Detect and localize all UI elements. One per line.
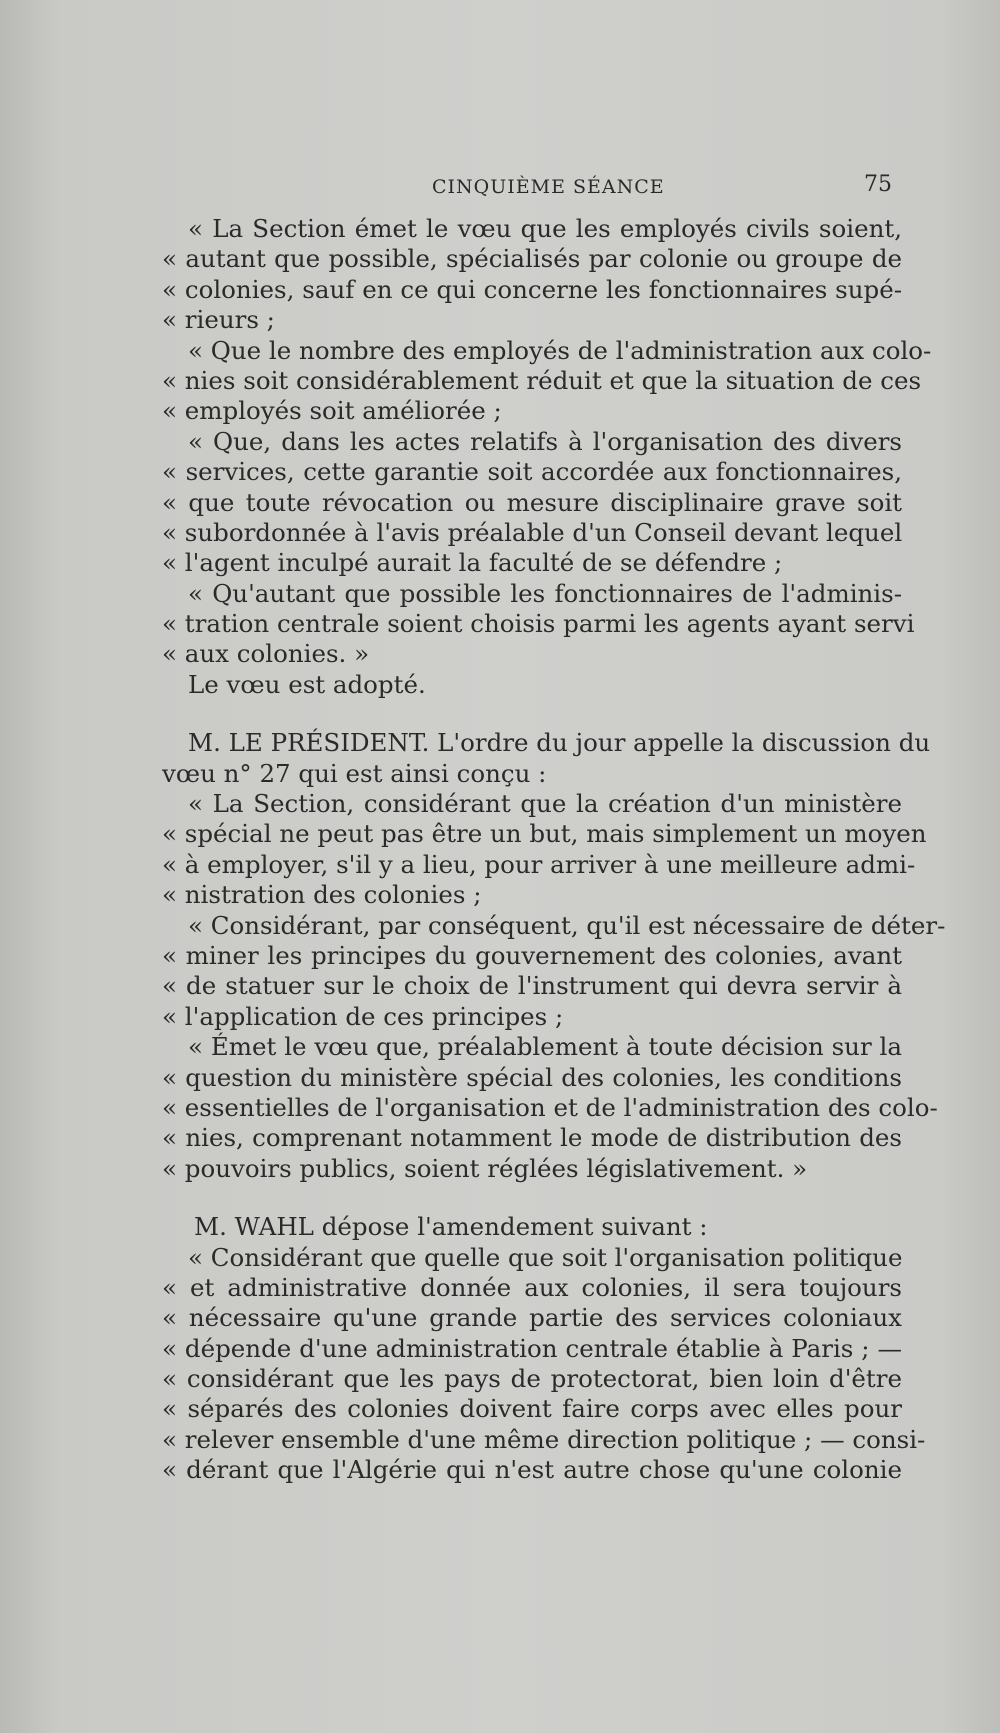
page-body: [162, 214, 946, 1486]
text-line: « Que le nombre des employés de l'administration aux colo-: [188, 335, 932, 365]
text-line: « nies soit considérablement réduit et que la situation de ces: [162, 365, 922, 395]
paragraph-gap: [162, 700, 902, 728]
text-line: « de statuer sur le choix de l'instrument qui devra servir à: [162, 971, 902, 1001]
text-line: « et administrative donnée aux colonies, il sera toujours: [162, 1272, 902, 1302]
text-line: Le vœu est adopté.: [188, 669, 426, 699]
text-line: « Qu'autant que possible les fonctionnaires de l'adminis-: [188, 578, 902, 608]
text-line: « à employer, s'il y a lieu, pour arriver à une meilleure admi-: [162, 849, 916, 879]
text-line: M. LE PRÉSIDENT. L'ordre du jour appelle la discussion du: [188, 728, 931, 758]
text-line: « Considérant, par conséquent, qu'il est nécessaire de déter-: [188, 910, 946, 940]
text-line: « La Section émet le vœu que les employés civils soient,: [188, 214, 902, 243]
text-line: « pouvoirs publics, soient réglées législativement. »: [162, 1153, 808, 1183]
text-line: « services, cette garantie soit accordée aux fonctionnaires,: [162, 457, 902, 487]
text-line: « dérant que l'Algérie qui n'est autre chose qu'une colonie: [162, 1455, 902, 1485]
text-line: « tration centrale soient choisis parmi les agents ayant servi: [162, 609, 915, 639]
text-line: « l'application de ces principes ;: [162, 1001, 564, 1031]
page-number: 75: [864, 172, 892, 197]
text-line: « que toute révocation ou mesure disciplinaire grave soit: [162, 487, 902, 517]
text-line: « essentielles de l'organisation et de l'administration des colo-: [162, 1092, 938, 1122]
text-line: « considérant que les pays de protectorat, bien loin d'être: [162, 1364, 902, 1394]
text-line: « Émet le vœu que, préalablement à toute décision sur la: [188, 1032, 902, 1062]
text-line: « nécessaire qu'une grande partie des services coloniaux: [162, 1303, 902, 1333]
paragraph-gap: [162, 1184, 902, 1212]
text-line: vœu n° 27 qui est ainsi conçu :: [162, 758, 547, 788]
text-line: « nies, comprenant notamment le mode de distribution des: [162, 1123, 902, 1153]
text-line: « miner les principes du gouvernement des colonies, avant: [162, 940, 902, 970]
text-line: « dépende d'une administration centrale établie à Paris ; —: [162, 1333, 902, 1363]
text-line: « colonies, sauf en ce qui concerne les fonctionnaires supé-: [162, 274, 902, 304]
text-line: « nistration des colonies ;: [162, 880, 482, 910]
text-line: « spécial ne peut pas être un but, mais simplement un moyen: [162, 819, 927, 849]
text-line: « l'agent inculpé aurait la faculté de se défendre ;: [162, 548, 783, 578]
text-line: « rieurs ;: [162, 305, 275, 335]
text-line: M. WAHL dépose l'amendement suivant :: [194, 1212, 708, 1242]
text-line: « question du ministère spécial des colonies, les conditions: [162, 1062, 902, 1092]
text-line: « séparés des colonies doivent faire corps avec elles pour: [162, 1394, 902, 1424]
text-line: « subordonnée à l'avis préalable d'un Conseil devant lequel: [162, 517, 903, 547]
text-line: « aux colonies. »: [162, 639, 370, 669]
text-line: « relever ensemble d'une même direction politique ; — consi-: [162, 1424, 926, 1454]
text-line: « La Section, considérant que la création d'un ministère: [188, 789, 902, 819]
running-title: CINQUIÈME SÉANCE: [432, 176, 665, 198]
page-header: [0, 172, 1000, 202]
text-line: « Considérant que quelle que soit l'organisation politique: [188, 1242, 903, 1272]
text-line: « Que, dans les actes relatifs à l'organisation des divers: [188, 426, 902, 456]
text-line: « autant que possible, spécialisés par colonie ou groupe de: [162, 244, 902, 274]
text-line: « employés soit améliorée ;: [162, 396, 502, 426]
